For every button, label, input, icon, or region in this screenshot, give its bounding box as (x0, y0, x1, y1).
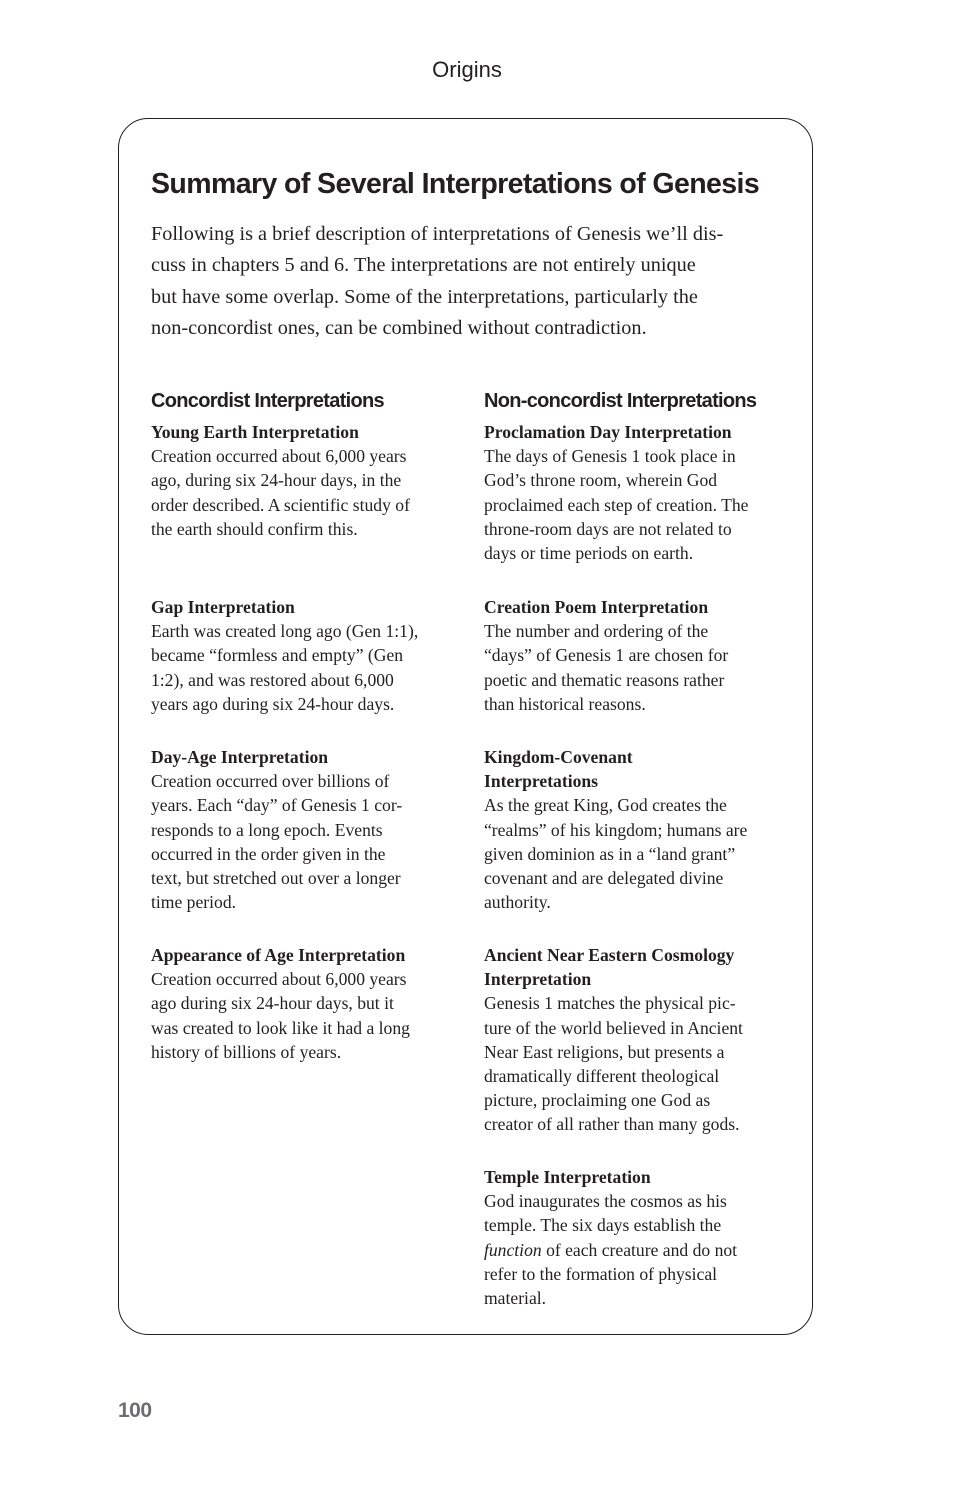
entry-young-earth (151, 420, 461, 541)
entry-text: Creation occurred about 6,000 years ago, during six 24-hour days, in the order described. A scientific study of the earth should confirm this. (151, 446, 410, 539)
intro-paragraph (151, 219, 801, 344)
entry-appearance-of-age (151, 943, 461, 1064)
entry-proclamation-day (484, 420, 799, 565)
intro-line: non-concordist ones, can be combined without contradiction. (151, 316, 647, 339)
entry-title: Gap Interpretation (151, 597, 295, 617)
concordist-column (151, 386, 461, 1062)
entry-text: Creation occurred about 6,000 years ago during six 24-hour days, but it was created to look like it had a long history of billions of years. (151, 969, 410, 1062)
entry-text: Creation occurred over billions of years. Each “day” of Genesis 1 cor- responds to a long epoch. Events occurred in the order given in the text, but stretched out over a longer time period. (151, 771, 403, 913)
entry-title: Temple Interpretation (484, 1167, 651, 1187)
non-concordist-heading: Non-concordist Interpretations (484, 390, 757, 412)
concordist-heading: Concordist Interpretations (151, 390, 384, 412)
intro-line: cuss in chapters 5 and 6. The interpretations are not entirely unique (151, 254, 696, 277)
entry-text: As the great King, God creates the “realms” of his kingdom; humans are given dominion as in a “land grant” covenant and are delegated divine authority. (484, 795, 748, 913)
box-title: Summary of Several Interpretations of Genesis (151, 168, 760, 200)
entry-title: Appearance of Age Interpretation (151, 945, 406, 965)
intro-line: Following is a brief description of interpretations of Genesis we’ll dis- (151, 223, 724, 245)
entry-title: Kingdom-Covenant Interpretations (484, 747, 633, 792)
entry-text: Earth was created long ago (Gen 1:1), became “formless and empty” (Gen 1:2), and was restored about 6,000 years ago during six 24-hour days. (151, 621, 419, 714)
entry-title: Young Earth Interpretation (151, 422, 359, 442)
page-number: 100 (118, 1399, 152, 1422)
entry-title: Ancient Near Eastern Cosmology Interpretation (484, 945, 735, 990)
intro-line: but have some overlap. Some of the interpretations, particularly the (151, 285, 698, 308)
entry-title: Day-Age Interpretation (151, 747, 329, 767)
entry-creation-poem (484, 595, 799, 716)
entry-title: Creation Poem Interpretation (484, 597, 709, 617)
entry-ancient-near-eastern (484, 943, 799, 1137)
entry-kingdom-covenant (484, 745, 799, 914)
entry-temple (484, 1165, 799, 1310)
entry-text: The days of Genesis 1 took place in God’s throne room, wherein God proclaimed each step of creation. The throne-room days are not related to days or time periods on earth. (484, 446, 749, 564)
entry-text: Genesis 1 matches the physical pic- ture of the world believed in Ancient Near East religions, but presents a dramatically different theological picture, proclaiming one God as creator of all rather than many gods. (484, 993, 743, 1135)
entry-day-age (151, 745, 461, 914)
entry-text: The number and ordering of the “days” of Genesis 1 are chosen for poetic and thematic reasons rather than historical reasons. (484, 621, 729, 714)
running-head: Origins (432, 57, 502, 82)
entry-text: God inaugurates the cosmos as his temple. The six days establish the function of each creature and do not refer to the formation of physical material. (484, 1191, 738, 1309)
non-concordist-column (484, 386, 799, 1309)
entry-gap (151, 595, 461, 716)
italic-word: function (484, 1239, 542, 1260)
entry-title: Proclamation Day Interpretation (484, 422, 732, 442)
